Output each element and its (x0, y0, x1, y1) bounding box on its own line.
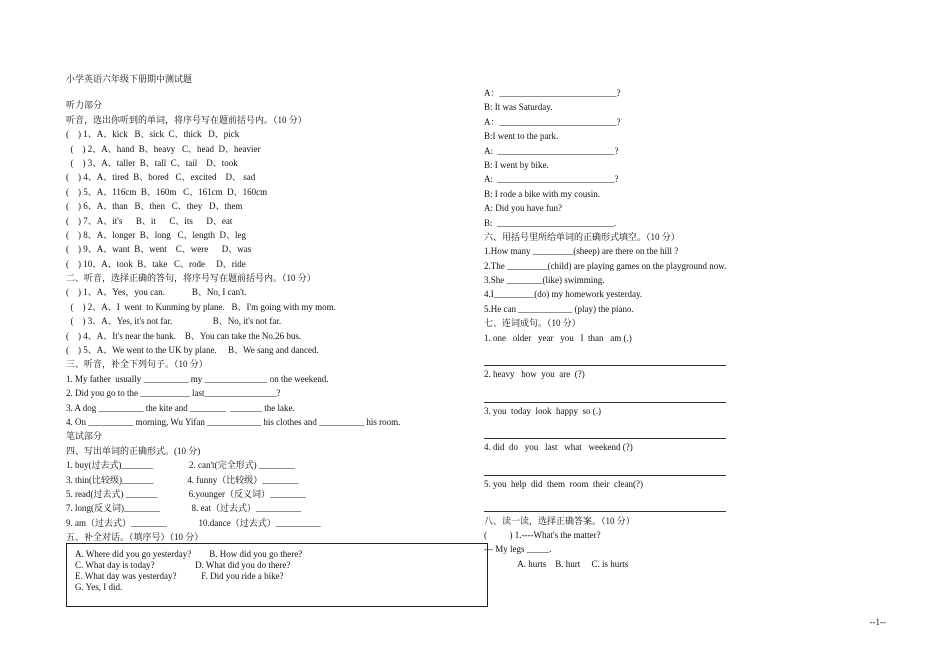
question-line: ( ) 6、A、than B、then C、they D、them (66, 201, 243, 212)
question-line: 1.How many _________(sheep) are there on the hill ? (484, 246, 679, 257)
question-line: ( ) 2、A、hand B、heavy C、head D、heavier (66, 143, 261, 154)
question-line: 3.She ________(like) swimming. (484, 275, 605, 286)
dialogue-line: B: I rode a bike with my cousin. (484, 188, 600, 199)
question-line: ( ) 4、A、It's near the bank. B、You can take the No.26 bus. (66, 330, 302, 341)
section-written-title: 笔试部分 (66, 431, 103, 442)
left-column (66, 72, 486, 545)
dialogue-line: B: It was Saturday. (484, 102, 553, 113)
question-line: --- My legs _____. (484, 544, 552, 555)
answer-line (484, 491, 726, 512)
question-line: 1. buy(过去式)_______ 2. can't(完全形式) ________ (66, 460, 295, 471)
question-line: 5. read(过去式) _______ 6.younger（反义词）________ (66, 488, 306, 499)
question-line: 4.I_________(do) my homework yesterday. (484, 289, 643, 300)
question-line: 2. heavy how you are (?) (484, 369, 585, 380)
section-2-title: 二、听音，选择正确的答句，将序号写在题前括号内。（10 分） (66, 273, 316, 284)
answer-line (484, 345, 726, 366)
exam-title: 小学英语六年级下册期中测试题 (66, 74, 193, 84)
dialogue-line: A: __________________________? (484, 174, 619, 185)
question-line: 3. you today look happy so (.) (484, 405, 601, 416)
section-3-title: 三、听音，补全下列句子。（10 分） (66, 359, 208, 370)
question-line: 9. am（过去式）________ 10.dance（过去式）__________ (66, 517, 321, 528)
answer-line (484, 382, 726, 403)
question-line: ( ) 5、A、We went to the UK by plane. B、We sang and danced. (66, 345, 319, 356)
question-line: 5. you help did them room their clean(?) (484, 478, 643, 489)
question-line: 1. My father usually __________ my ______________ on the weekend. (66, 373, 329, 384)
section-7-title: 七、连词成句。（10 分） (484, 318, 581, 329)
question-line: ( ) 2、A、I went to Kunming by plane. B、I'm going with my mom. (66, 301, 336, 312)
dialogue-options-box (66, 543, 488, 607)
question-line: ( ) 9、A、want B、went C、were D、was (66, 244, 252, 255)
question-line: ( ) 5、A、116cm B、160m C、161cm D、160cm (66, 186, 268, 197)
question-line: 3. thin(比较级)_______ 4. funny（比较级）________ (66, 474, 299, 485)
question-line: 2.The _________(child) are playing games on the playground now. (484, 260, 727, 271)
question-line: ( ) 8、A、longer B、long C、length D、leg (66, 229, 246, 240)
question-line: A. hurts B. hurt C. is hurts (484, 558, 629, 569)
dialogue-line: A: __________________________? (484, 145, 619, 156)
section-6-title: 六、用括号里所给单词的正确形式填空。（10 分） (484, 231, 680, 242)
right-column (484, 86, 746, 571)
option-row: G. Yes, I did. (75, 582, 123, 592)
answer-line (484, 418, 726, 439)
option-row: E. What day was yesterday? F. Did you ride a bike? (75, 571, 284, 581)
question-line: 5.He can ____________ (play) the piano. (484, 303, 634, 314)
question-line: ( ) 1、A、Yes，you can. B、No, I can't. (66, 287, 247, 298)
dialogue-line: B: I went by bike. (484, 159, 549, 170)
option-row: A. Where did you go yesterday? B. How did you go there? (75, 549, 303, 559)
question-line: ( ) 10、A、took B、take C、rode D、ride (66, 258, 246, 269)
question-line: ( ) 3、A、taller B、tall C、tail D、took (66, 157, 238, 168)
question-line: ( ) 3、A、Yes, it's not far. B、No, it's not far. (66, 316, 282, 327)
question-line: 1. one older year you I than am (.) (484, 332, 632, 343)
question-line: 2. Did you go to the ___________ last________________? (66, 388, 281, 399)
section-listening-title: 听力部分 (66, 100, 103, 111)
dialogue-line: B: __________________________. (484, 217, 617, 228)
question-line: ( ) 7、A、it's B、it C、its D、eat (66, 215, 233, 226)
dialogue-line: A：__________________________? (484, 116, 621, 127)
page-number: --1-- (869, 617, 886, 627)
option-row: C. What day is today? D. What did you do there? (75, 560, 291, 570)
spacer (66, 86, 486, 98)
question-line: 4. On __________ morning, Wu Yifan ____________ his clothes and __________ his room. (66, 416, 401, 427)
question-line: 3. A dog __________ the kite and ________ _______ the lake. (66, 402, 295, 413)
question-line: 4. did do you last what weekend (?) (484, 442, 633, 453)
section-1-title: 听音，选出你听到的单词，将序号写在题前括号内。（10 分） (66, 114, 307, 125)
question-line: ( ) 4、A、tired B、bored C、excited D、 sad (66, 172, 256, 183)
answer-line (484, 455, 726, 476)
question-line: ( ) 1.----What's the matter? (484, 529, 601, 540)
section-5-title: 五、补全对话。（填序号）（10 分） (66, 532, 204, 543)
dialogue-line: A: Did you have fun? (484, 203, 562, 214)
question-line: ( ) 1、A、kick B、sick C、thick D、pick (66, 129, 240, 140)
section-4-title: 四、写出单词的正确形式。(10 分) (66, 445, 201, 456)
question-line: 7. long(反义词)________ 8. eat（过去式）__________ (66, 503, 301, 514)
dialogue-line: A：__________________________? (484, 88, 621, 98)
dialogue-line: B:I went to the park. (484, 131, 559, 142)
section-8-title: 八、读一读，选择正确答案。（10 分） (484, 515, 635, 526)
